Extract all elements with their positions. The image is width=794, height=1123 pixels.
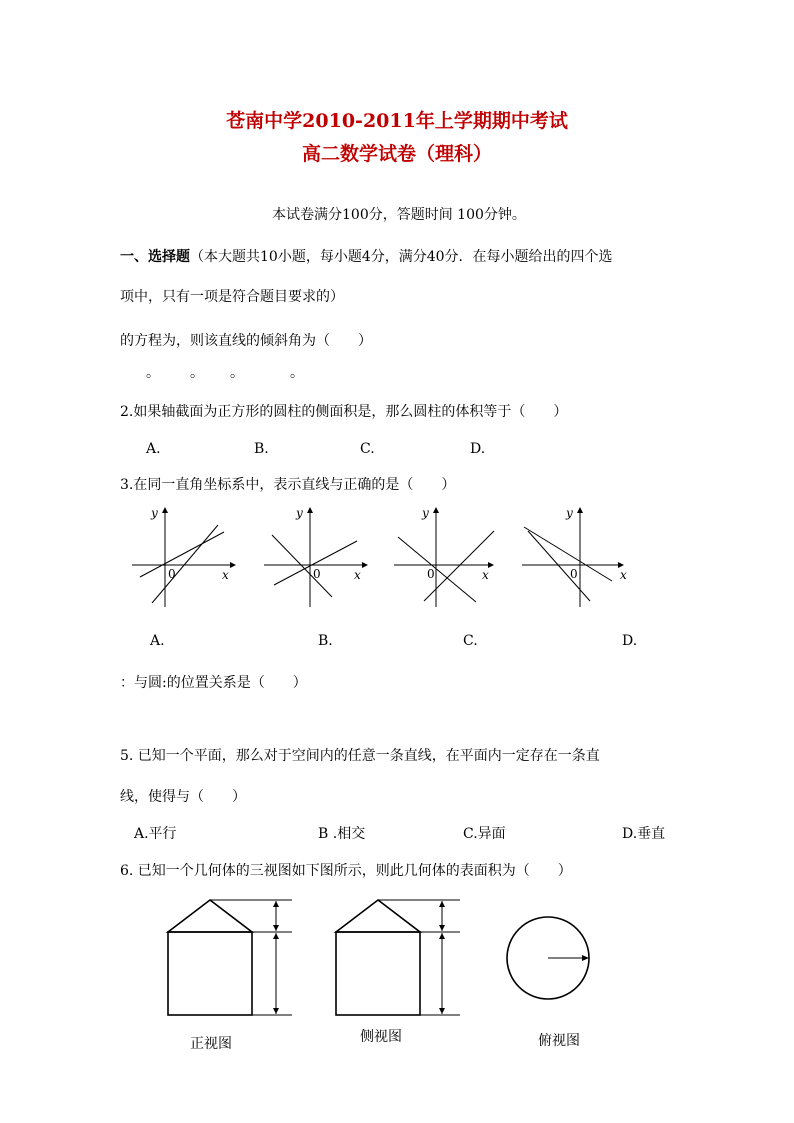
q6-stem: 6. 已知一个几何体的三视图如下图所示，则此几何体的表面积为（ ） [120,863,572,879]
q1-option-d: 。 [290,365,304,381]
roof-triangle [168,900,252,932]
x-axis-label: x [222,568,229,582]
x-axis-label: x [620,568,627,582]
body-rectangle [336,932,420,1015]
body-rectangle [168,932,252,1015]
q4-stem: ：与圆:的位置关系是（ ） [120,675,307,691]
front-view [160,895,300,1025]
q3-graph-a [130,505,240,610]
section1-desc-part1: （本大题共10小题，每小题4分，满分40分．在每小题给出的四个选 [190,249,613,265]
q3-option-a: A. [150,633,165,649]
q5-option-d: D.垂直 [622,826,666,842]
line-l2 [528,531,590,601]
line-l1 [524,527,612,581]
q5-stem-line2: 线，使得与（ ） [120,789,246,805]
q1-option-c: 。 [230,365,244,381]
line-l2 [424,531,494,601]
q5-option-b: B .相交 [318,826,366,842]
y-axis-label: y [566,506,573,520]
line-l1 [398,537,476,602]
y-arrow-icon [577,507,583,513]
side-view [328,895,468,1025]
q2-stem: 2.如果轴截面为正方形的圆柱的侧面积是，那么圆柱的体积等于（ ） [120,404,568,420]
y-axis-label: y [296,506,303,520]
origin-label: 0 [427,567,435,581]
arrow-up-icon [439,933,445,939]
arrow-up-icon [273,933,279,939]
x-arrow-icon [488,562,494,568]
line-l1 [140,532,224,577]
origin-label: 0 [570,567,578,581]
arrow-up-icon [273,901,279,907]
line-l1 [272,535,332,597]
x-axis-label: x [354,568,361,582]
side-view-label: 侧视图 [360,1029,402,1045]
q3-graph-d [520,505,630,610]
q2-option-c: C. [360,441,375,457]
y-arrow-icon [162,507,168,513]
arrow-down-icon [273,1008,279,1014]
q2-option-d: D. [470,441,486,457]
q3-stem: 3.在同一直角坐标系中，表示直线与正确的是（ ） [120,477,456,493]
q5-option-a: A.平行 [134,826,177,842]
exam-subtitle: 高二数学试卷（理科） [301,143,492,165]
top-view-label: 俯视图 [538,1033,580,1049]
q5-option-c: C.异面 [463,826,506,842]
top-view [500,910,600,1010]
q3-option-d: D. [622,633,638,649]
y-arrow-icon [307,507,313,513]
arrow-right-icon [582,955,589,961]
q1-stem: 的方程为，则该直线的倾斜角为（ ） [120,333,372,349]
y-arrow-icon [433,507,439,513]
intro-text: 本试卷满分100分，答题时间 100分钟。 [272,207,526,223]
front-view-label: 正视图 [190,1036,232,1052]
q3-graph-c [392,505,502,610]
arrow-down-icon [273,925,279,931]
y-axis-label: y [422,506,429,520]
q2-option-a: A. [146,441,161,457]
x-arrow-icon [362,562,368,568]
section1-desc-part2: 项中，只有一项是符合题目要求的） [120,289,344,305]
exam-title: 苍南中学2010-2011年上学期期中考试 [226,110,568,132]
q5-stem-line1: 5. 已知一个平面，那么对于空间内的任意一条直线，在平面内一定存在一条直 [120,748,600,764]
x-arrow-icon [230,562,236,568]
section1-line1 [120,246,613,266]
q3-option-b: B. [318,633,333,649]
arrow-down-icon [439,1008,445,1014]
q2-option-b: B. [254,441,269,457]
arrow-down-icon [439,925,445,931]
origin-label: 0 [168,567,176,581]
q3-graph-b [262,505,372,610]
section1-heading: 一、选择题 [120,249,190,265]
origin-label: 0 [313,567,321,581]
q1-option-b: 。 [190,365,204,381]
q3-option-c: C. [463,633,478,649]
y-axis-label: y [151,506,158,520]
q1-option-a: 。 [146,365,160,381]
arrow-up-icon [439,901,445,907]
roof-triangle [336,900,420,932]
line-l2 [152,525,218,603]
x-axis-label: x [482,568,489,582]
